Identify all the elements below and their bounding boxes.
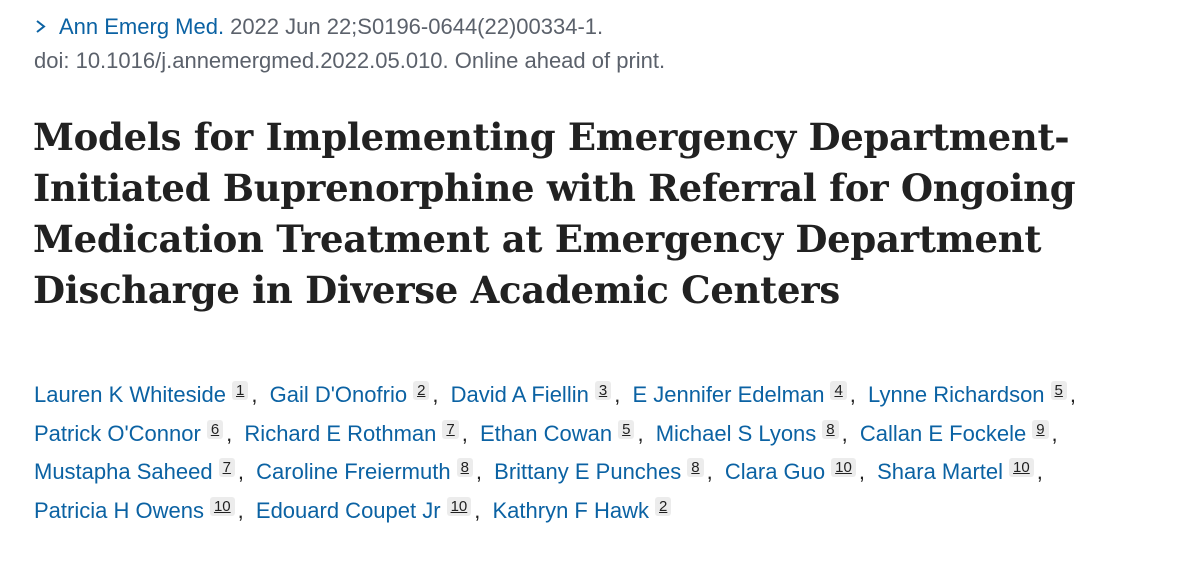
author-name-link[interactable]: Callan E Fockele <box>859 420 1027 446</box>
author-separator: , <box>1069 382 1077 407</box>
affiliation-badge[interactable]: 1 <box>232 381 248 400</box>
author-separator: , <box>432 382 439 407</box>
affiliation-badge[interactable]: 10 <box>1009 458 1034 477</box>
author-item <box>725 459 871 484</box>
citation-details: 2022 Jun 22;S0196-0644(22)00334-1. <box>230 14 604 39</box>
author-separator: , <box>474 497 481 523</box>
author-name-link[interactable]: Patricia H Owens <box>34 497 204 523</box>
author-name-link[interactable]: Lynne Richardson <box>868 382 1045 407</box>
citation-block <box>34 10 1174 78</box>
author-item <box>877 459 1049 484</box>
author-separator: , <box>461 420 468 446</box>
author-name-link[interactable]: Gail D'Onofrio <box>269 382 408 407</box>
author-separator: , <box>475 459 483 484</box>
affiliation-badge[interactable]: 2 <box>413 381 429 400</box>
article-title: Models for Implementing Emergency Department-Initiated Buprenorphine with Referral for Ongoing Medication Treatment at Emergency Department Discharge in Diverse Academic Centers <box>33 115 1076 312</box>
author-item <box>34 421 238 446</box>
affiliation-badge[interactable]: 8 <box>687 458 703 477</box>
author-name-link[interactable]: Caroline Freiermuth <box>256 459 451 484</box>
doi-line: doi: 10.1016/j.annemergmed.2022.05.010. Online ahead of print. <box>34 48 666 73</box>
author-item <box>494 459 719 484</box>
author-separator: , <box>706 459 713 484</box>
author-item <box>632 382 861 407</box>
author-name-link[interactable]: Ethan Cowan <box>480 420 613 446</box>
author-separator: , <box>841 420 848 446</box>
author-item <box>34 382 263 407</box>
affiliation-badge[interactable]: 5 <box>618 420 634 439</box>
author-item <box>256 459 488 484</box>
affiliation-badge[interactable]: 10 <box>210 497 235 516</box>
affiliation-badge[interactable]: 3 <box>595 381 611 400</box>
author-name-link[interactable]: Mustapha Saheed <box>34 459 213 484</box>
author-name-link[interactable]: Clara Guo <box>724 459 826 484</box>
affiliation-badge[interactable]: 7 <box>219 458 235 477</box>
author-separator: , <box>849 382 856 407</box>
author-item <box>656 421 854 446</box>
author-name-link[interactable]: Shara Martel <box>877 459 1004 484</box>
author-name-link[interactable]: Kathryn F Hawk <box>492 497 649 523</box>
affiliation-badge[interactable]: 5 <box>1051 381 1067 400</box>
author-item <box>34 459 250 484</box>
affiliation-badge[interactable]: 7 <box>442 420 458 439</box>
author-separator: , <box>637 420 644 446</box>
affiliation-badge[interactable]: 8 <box>457 458 473 477</box>
author-separator: , <box>1051 420 1058 446</box>
author-name-link[interactable]: E Jennifer Edelman <box>632 382 825 407</box>
author-name-link[interactable]: Edouard Coupet Jr <box>255 497 441 523</box>
author-name-link[interactable]: Michael S Lyons <box>655 420 817 446</box>
chevron-right-icon[interactable] <box>34 20 47 33</box>
author-separator: , <box>251 382 258 407</box>
author-list <box>34 376 1174 530</box>
affiliation-badge[interactable]: 8 <box>822 420 838 439</box>
author-separator: , <box>858 459 865 484</box>
author-separator: , <box>226 420 233 446</box>
author-item <box>493 498 672 523</box>
author-name-link[interactable]: Lauren K Whiteside <box>34 382 226 407</box>
author-name-link[interactable]: Brittany E Punches <box>494 459 682 484</box>
author-separator: , <box>237 497 244 523</box>
author-item <box>860 421 1064 446</box>
affiliation-badge[interactable]: 10 <box>831 458 856 477</box>
affiliation-badge[interactable]: 2 <box>655 497 671 516</box>
author-item <box>868 382 1082 407</box>
author-separator: , <box>614 382 621 407</box>
author-name-link[interactable]: Patrick O'Connor <box>34 420 201 446</box>
author-separator: , <box>1036 459 1043 484</box>
author-item <box>34 498 250 523</box>
affiliation-badge[interactable]: 6 <box>207 420 223 439</box>
author-item <box>451 382 627 407</box>
affiliation-badge[interactable]: 9 <box>1032 420 1048 439</box>
author-item <box>244 421 473 446</box>
author-item <box>256 498 486 523</box>
affiliation-badge[interactable]: 4 <box>830 381 846 400</box>
author-name-link[interactable]: David A Fiellin <box>450 382 589 407</box>
author-separator: , <box>237 459 245 484</box>
journal-link[interactable]: Ann Emerg Med. <box>59 14 225 39</box>
author-item <box>480 421 650 446</box>
author-item <box>270 382 445 407</box>
author-name-link[interactable]: Richard E Rothman <box>244 420 437 446</box>
affiliation-badge[interactable]: 10 <box>447 497 472 516</box>
citation-line <box>34 10 1174 44</box>
